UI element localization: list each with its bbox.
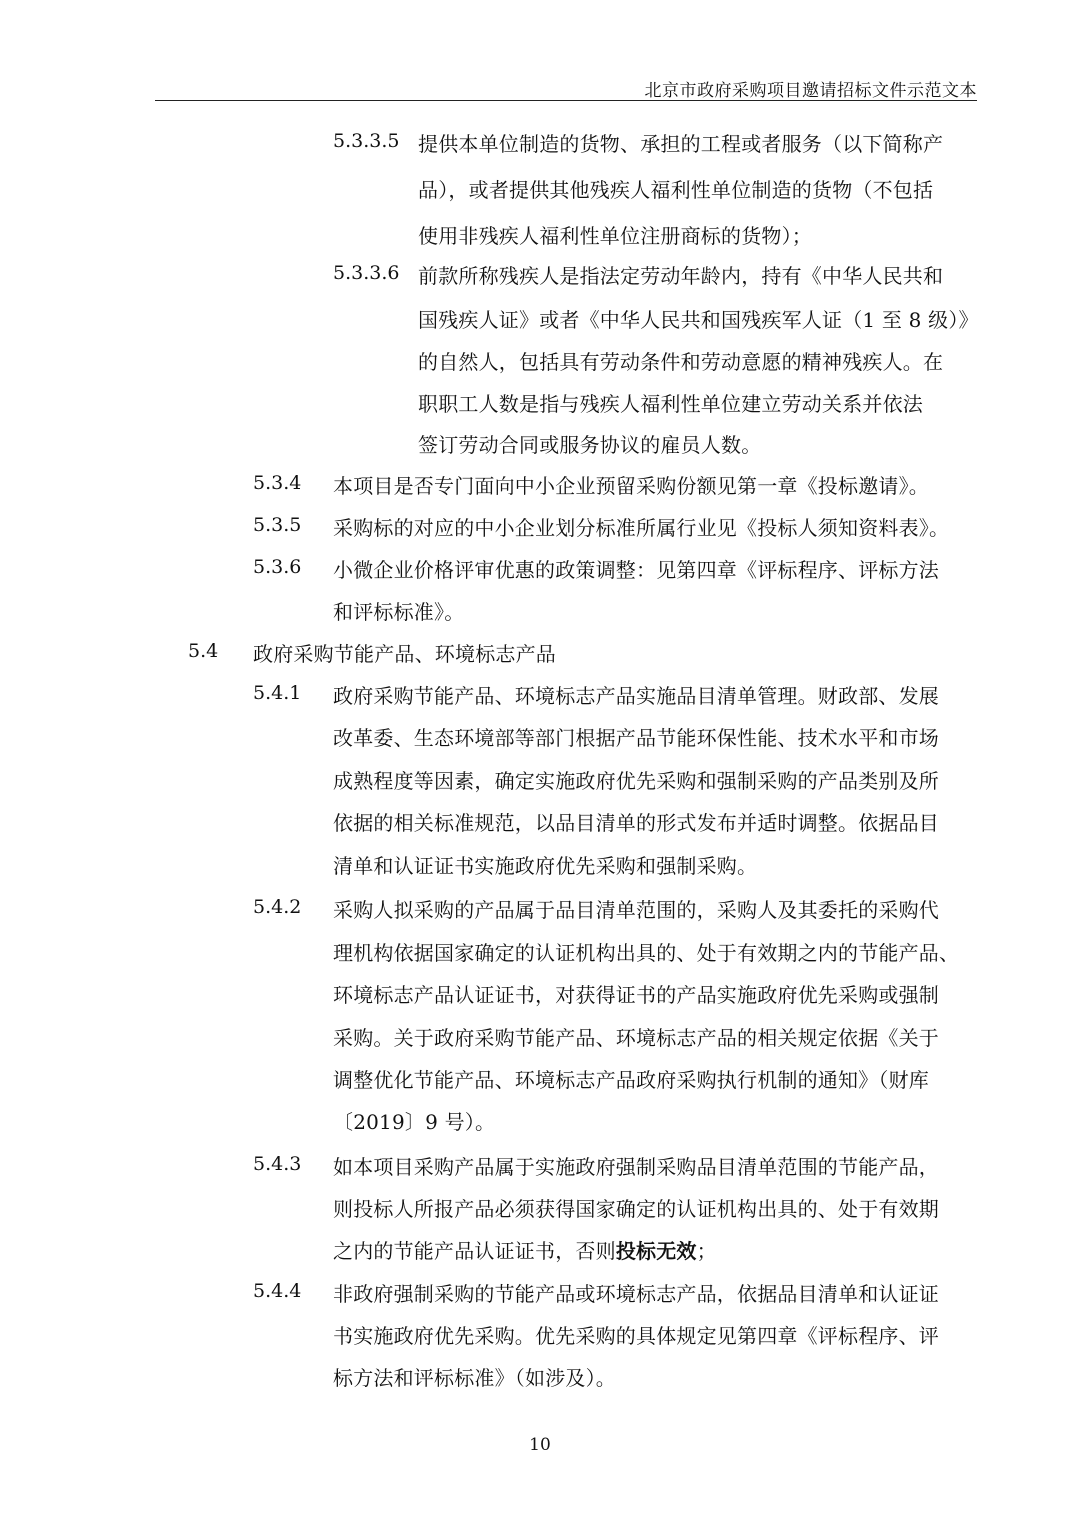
clause-text-line: 提供本单位制造的货物、承担的工程或者服务（以下简称产 xyxy=(418,132,944,156)
clause-text-line: 书实施政府优先采购。优先采购的具体规定见第四章《评标程序、评 xyxy=(333,1324,939,1348)
clause-text-line: 政府采购节能产品、环境标志产品实施品目清单管理。财政部、发展 xyxy=(333,684,939,708)
clause-text-line: 环境标志产品认证证书，对获得证书的产品实施政府优先采购或强制 xyxy=(333,983,939,1007)
clause-text-line: 改革委、生态环境部等部门根据产品节能环保性能、技术水平和市场 xyxy=(333,726,939,750)
clause-text-line: 调整优化节能产品、环境标志产品政府采购执行机制的通知》（财库 xyxy=(333,1068,929,1092)
header-title: 北京市政府采购项目邀请招标文件示范文本 xyxy=(644,81,977,101)
clause-text-line xyxy=(333,1235,717,1264)
clause-number: 5.4.4 xyxy=(253,1280,302,1302)
clause-text-line: 成熟程度等因素，确定实施政府优先采购和强制采购的产品类别及所 xyxy=(333,769,939,793)
clause-text-line: 国残疾人证》或者《中华人民共和国残疾军人证（1 至 8 级）》 xyxy=(418,308,979,332)
clause-text-line: 品），或者提供其他残疾人福利性单位制造的货物（不包括 xyxy=(418,178,934,202)
clause-number: 5.3.3.5 xyxy=(333,130,400,152)
clause-text-line: 采购标的对应的中小企业划分标准所属行业见《投标人须知资料表》。 xyxy=(333,516,950,540)
clause-text-line: 的自然人，包括具有劳动条件和劳动意愿的精神残疾人。在 xyxy=(418,350,944,374)
clause-number: 5.3.6 xyxy=(253,556,302,578)
clause-text-line: 〔2019〕9 号）。 xyxy=(333,1110,496,1134)
clause-text-line: 本项目是否专门面向中小企业预留采购份额见第一章《投标邀请》。 xyxy=(333,474,929,498)
clause-number: 5.3.3.6 xyxy=(333,262,400,284)
clause-text-line: 使用非残疾人福利性单位注册商标的货物）； xyxy=(418,224,812,248)
header-divider xyxy=(155,100,977,101)
clause-text-line: 如本项目采购产品属于实施政府强制采购品目清单范围的节能产品， xyxy=(333,1155,939,1179)
clause-text-line: 标方法和评标标准》（如涉及）。 xyxy=(333,1366,616,1390)
clause-text-line: 小微企业价格评审优惠的政策调整：见第四章《评标程序、评标方法 xyxy=(333,558,939,582)
section-title: 政府采购节能产品、环境标志产品 xyxy=(253,642,556,666)
clause-text-line: 前款所称残疾人是指法定劳动年龄内，持有《中华人民共和 xyxy=(418,264,944,288)
clause-number: 5.4.3 xyxy=(253,1153,302,1175)
page-number: 10 xyxy=(529,1435,551,1455)
clause-text-suffix: ； xyxy=(696,1239,717,1263)
clause-text-line: 清单和认证证书实施政府优先采购和强制采购。 xyxy=(333,854,758,878)
clause-number: 5.3.5 xyxy=(253,514,302,536)
clause-text-line: 依据的相关标准规范，以品目清单的形式发布并适时调整。依据品目 xyxy=(333,811,939,835)
clause-text-line: 签订劳动合同或服务协议的雇员人数。 xyxy=(418,433,762,457)
clause-text-line: 采购。关于政府采购节能产品、环境标志产品的相关规定依据《关于 xyxy=(333,1026,939,1050)
clause-text-line: 和评标标准》。 xyxy=(333,600,465,624)
invalid-bid-emphasis: 投标无效 xyxy=(615,1239,697,1263)
clause-text-prefix: 之内的节能产品认证证书，否则 xyxy=(333,1239,616,1263)
clause-text-line: 理机构依据国家确定的认证机构出具的、处于有效期之内的节能产品、 xyxy=(333,941,960,965)
clause-text-line: 采购人拟采购的产品属于品目清单范围的，采购人及其委托的采购代 xyxy=(333,898,939,922)
section-number: 5.4 xyxy=(188,640,219,662)
clause-number: 5.4.2 xyxy=(253,896,302,918)
clause-text-line: 非政府强制采购的节能产品或环境标志产品，依据品目清单和认证证 xyxy=(333,1282,939,1306)
clause-text-line: 则投标人所报产品必须获得国家确定的认证机构出具的、处于有效期 xyxy=(333,1197,939,1221)
clause-number: 5.4.1 xyxy=(253,682,302,704)
clause-number: 5.3.4 xyxy=(253,472,302,494)
clause-text-line: 职职工人数是指与残疾人福利性单位建立劳动关系并依法 xyxy=(418,392,923,416)
